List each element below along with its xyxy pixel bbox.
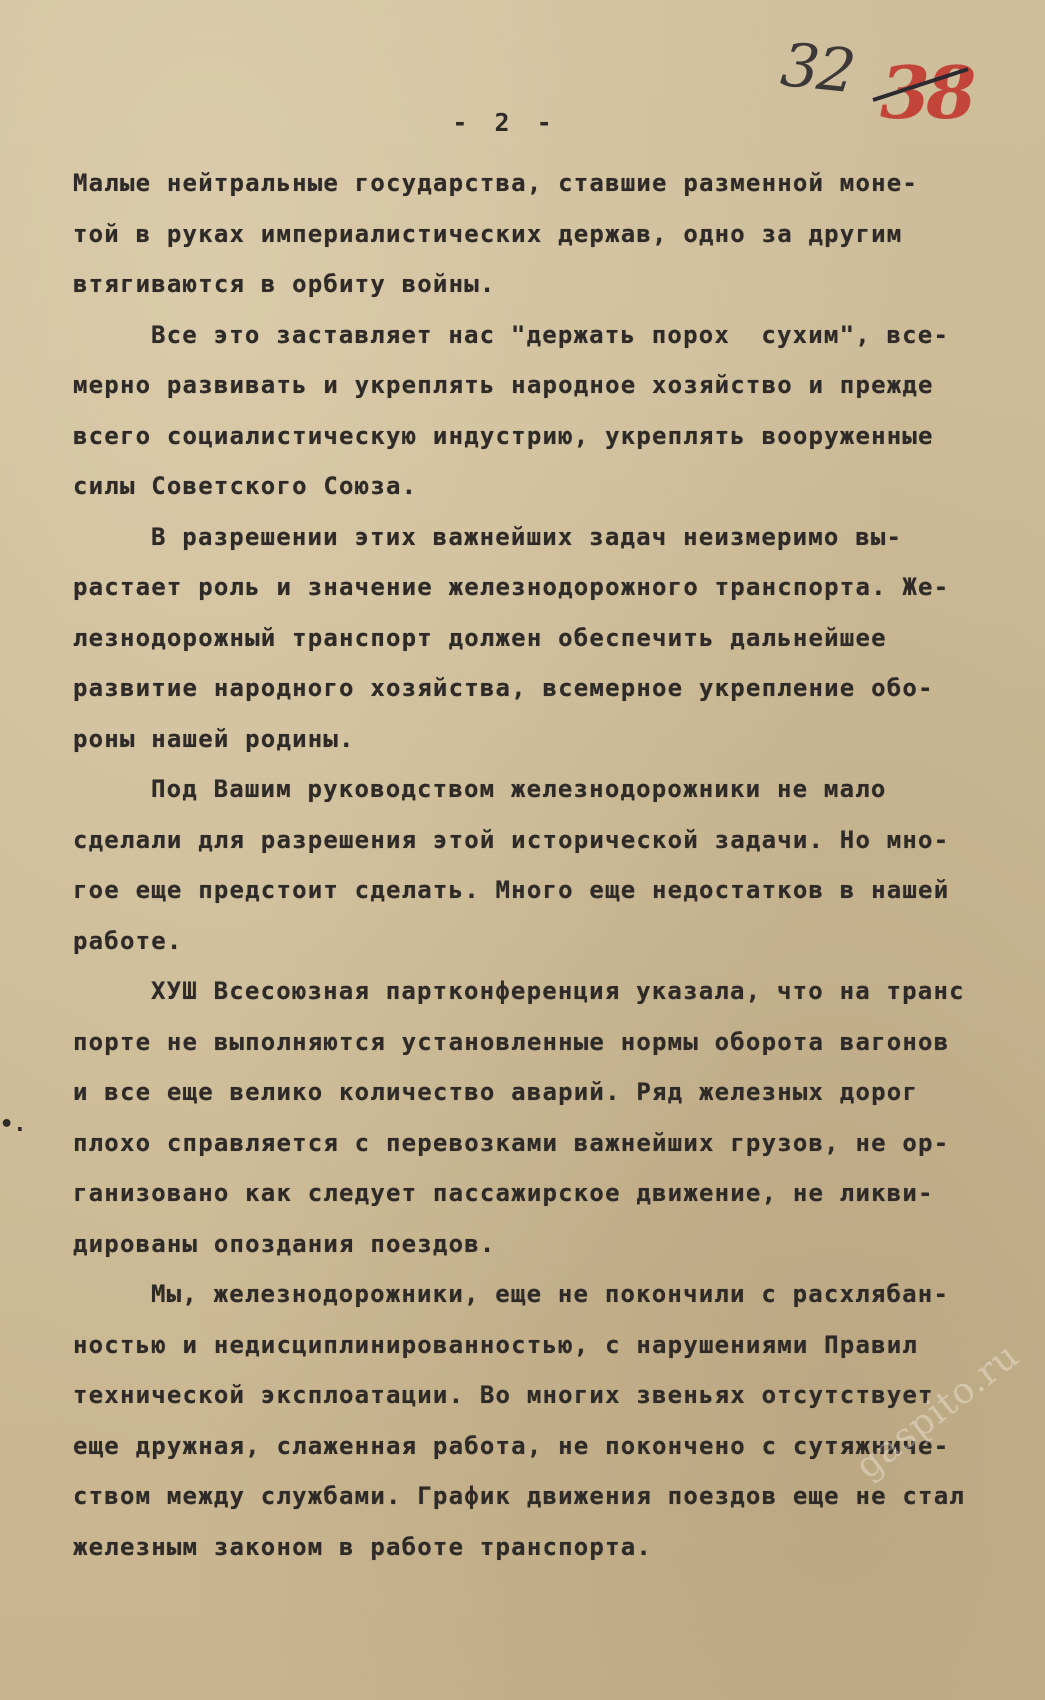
text-line: втягиваются в орбиту войны. xyxy=(73,270,496,298)
text-line: мерно развивать и укреплять народное хозяйство и прежде xyxy=(73,371,934,399)
typed-text-body xyxy=(73,158,1023,1572)
text-line: еще дружная, слаженная работа, не покончено с сутяжниче- xyxy=(73,1431,950,1460)
text-line: сделали для разрешения этой исторической задачи. Но мно- xyxy=(73,825,950,854)
margin-mark: •. xyxy=(0,1112,27,1137)
text-line: лезнодорожный транспорт должен обеспечить дальнейшее xyxy=(73,623,887,652)
text-line: всего социалистическую индустрию, укреплять вооруженные xyxy=(73,421,934,450)
text-line: Малые нейтральные государства, ставшие разменной моне- xyxy=(73,169,919,197)
folio-number-new: 38 xyxy=(880,50,973,135)
paragraph-start-line: Все это заставляет нас "держать порох сухим", все- xyxy=(151,320,950,349)
text-line: силы Советского Союза. xyxy=(73,472,418,500)
text-line: технической эксплоатации. Во многих звеньях отсутствует xyxy=(73,1381,934,1409)
text-line: развитие народного хозяйства, всемерное укрепление обо- xyxy=(73,674,934,702)
text-line: работе. xyxy=(73,926,183,955)
text-line: той в руках империалистических держав, одно за другим xyxy=(73,219,903,248)
text-line: и все еще велико количество аварий. Ряд железных дорог xyxy=(73,1078,919,1106)
paragraph-start-line: Мы, железнодорожники, еще не покончили с расхлябан- xyxy=(151,1280,950,1308)
paragraph-start-line: ХУШ Всесоюзная партконференция указала, что на транс xyxy=(151,977,965,1005)
folio-number-old: 32 xyxy=(777,30,857,108)
paragraph-start-line: В разрешении этих важнейших задач неизмеримо вы- xyxy=(151,522,903,551)
text-line: ством между службами. График движения поездов еще не стал xyxy=(73,1482,966,1510)
paragraph-start-line: Под Вашим руководством железнодорожники не мало xyxy=(151,775,887,803)
text-line: гое еще предстоит сделать. Много еще недостатков в нашей xyxy=(73,876,950,904)
text-line: плохо справляется с перевозками важнейших грузов, не ор- xyxy=(73,1128,950,1157)
site-watermark: gaspito.ru xyxy=(848,1335,1027,1488)
text-line: дированы опоздания поездов. xyxy=(73,1229,496,1258)
text-line: растает роль и значение железнодорожного транспорта. Же- xyxy=(73,573,950,601)
text-line: ностью и недисциплинированностью, с нарушениями Правил xyxy=(73,1330,919,1359)
text-line: ганизовано как следует пассажирское движение, не ликви- xyxy=(73,1179,934,1207)
text-line: железным законом в работе транспорта. xyxy=(73,1532,653,1561)
text-line: порте не выполняются установленные нормы оборота вагонов xyxy=(73,1027,950,1056)
text-line: роны нашей родины. xyxy=(73,724,355,753)
page-number: - 2 - xyxy=(452,108,558,137)
